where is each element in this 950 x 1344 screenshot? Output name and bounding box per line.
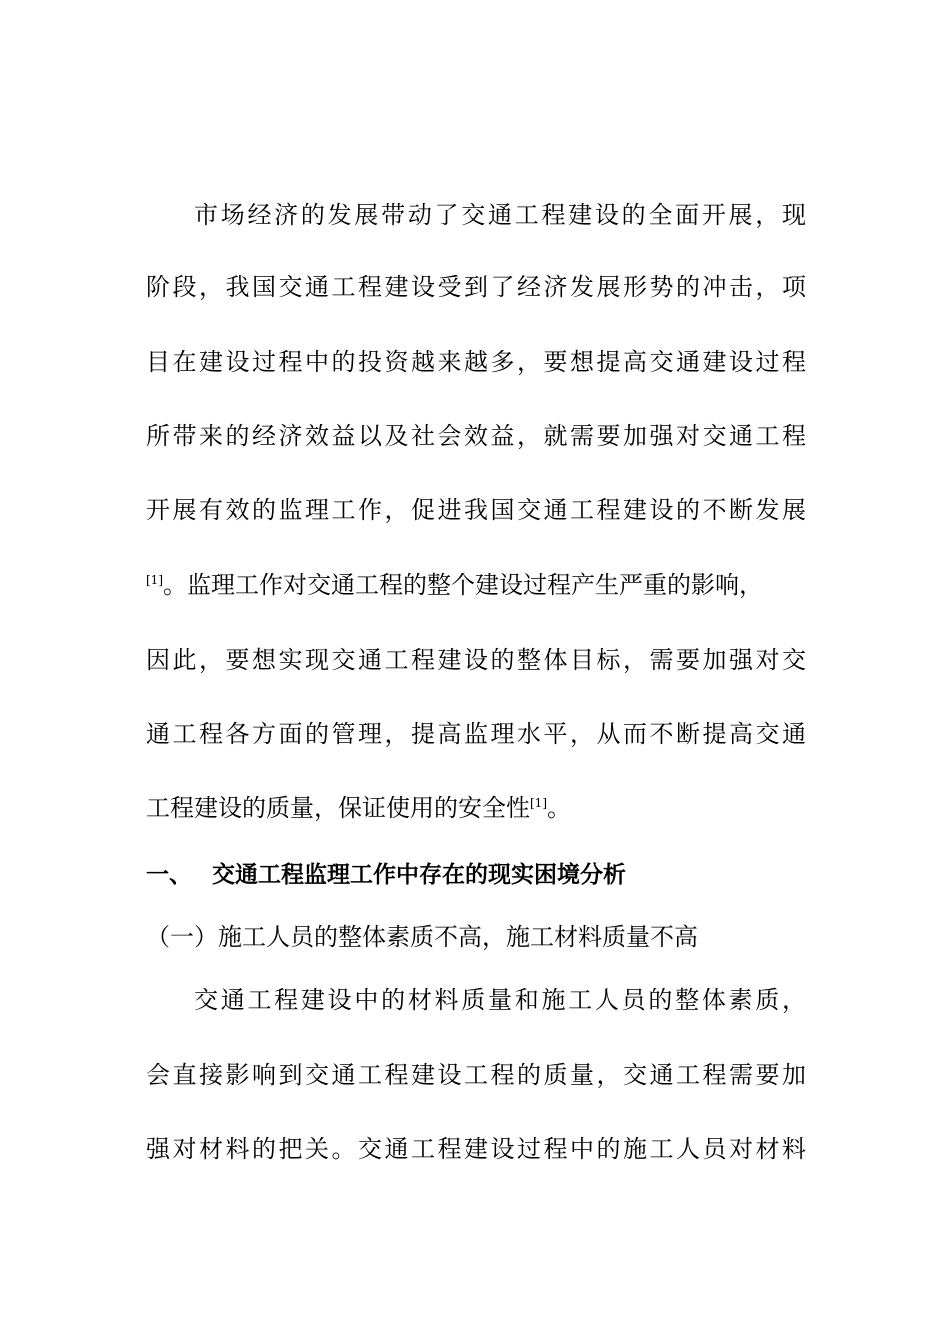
paragraph-1-line-7: 因此，要想实现交通工程建设的整体目标，需要加强对交 [146,646,806,674]
paragraph-1-line-9 [146,792,806,824]
section-title: 交通工程监理工作中存在的现实困境分析 [212,862,626,888]
paragraph-1-line-2: 阶段，我国交通工程建设受到了经济发展形势的冲击，项 [146,273,806,301]
citation-reference: [1] [146,573,163,587]
subsection-heading: （一）施工人员的整体素质不高，施工材料质量不高 [146,923,698,951]
paragraph-1-line-8: 通工程各方面的管理，提高监理水平，从而不断提高交通 [146,720,806,748]
paragraph-1-line-6 [146,569,806,601]
section-number: 一、 [146,862,192,888]
paragraph-1-line-9-text: 工程建设的质量，保证使用的安全性 [146,794,530,822]
paragraph-2-line-3: 强对材料的把关。交通工程建设过程中的施工人员对材料 [146,1135,806,1163]
paragraph-1-line-1: 市场经济的发展带动了交通工程建设的全面开展，现 [194,201,806,229]
paragraph-2-line-2: 会直接影响到交通工程建设工程的质量，交通工程需要加 [146,1061,806,1089]
paragraph-1-line-6-text: 。监理工作对交通工程的整个建设过程产生严重的影响， [163,571,763,599]
paragraph-1-line-9-end: 。 [547,794,571,822]
section-heading [146,859,806,891]
paragraph-1-line-4: 所带来的经济效益以及社会效益，就需要加强对交通工程 [146,422,806,450]
paragraph-1-line-3: 目在建设过程中的投资越来越多，要想提高交通建设过程 [146,348,806,376]
paragraph-1-line-5: 开展有效的监理工作，促进我国交通工程建设的不断发展 [146,496,806,524]
paragraph-2-line-1: 交通工程建设中的材料质量和施工人员的整体素质， [194,986,806,1014]
citation-reference: [1] [530,796,547,810]
